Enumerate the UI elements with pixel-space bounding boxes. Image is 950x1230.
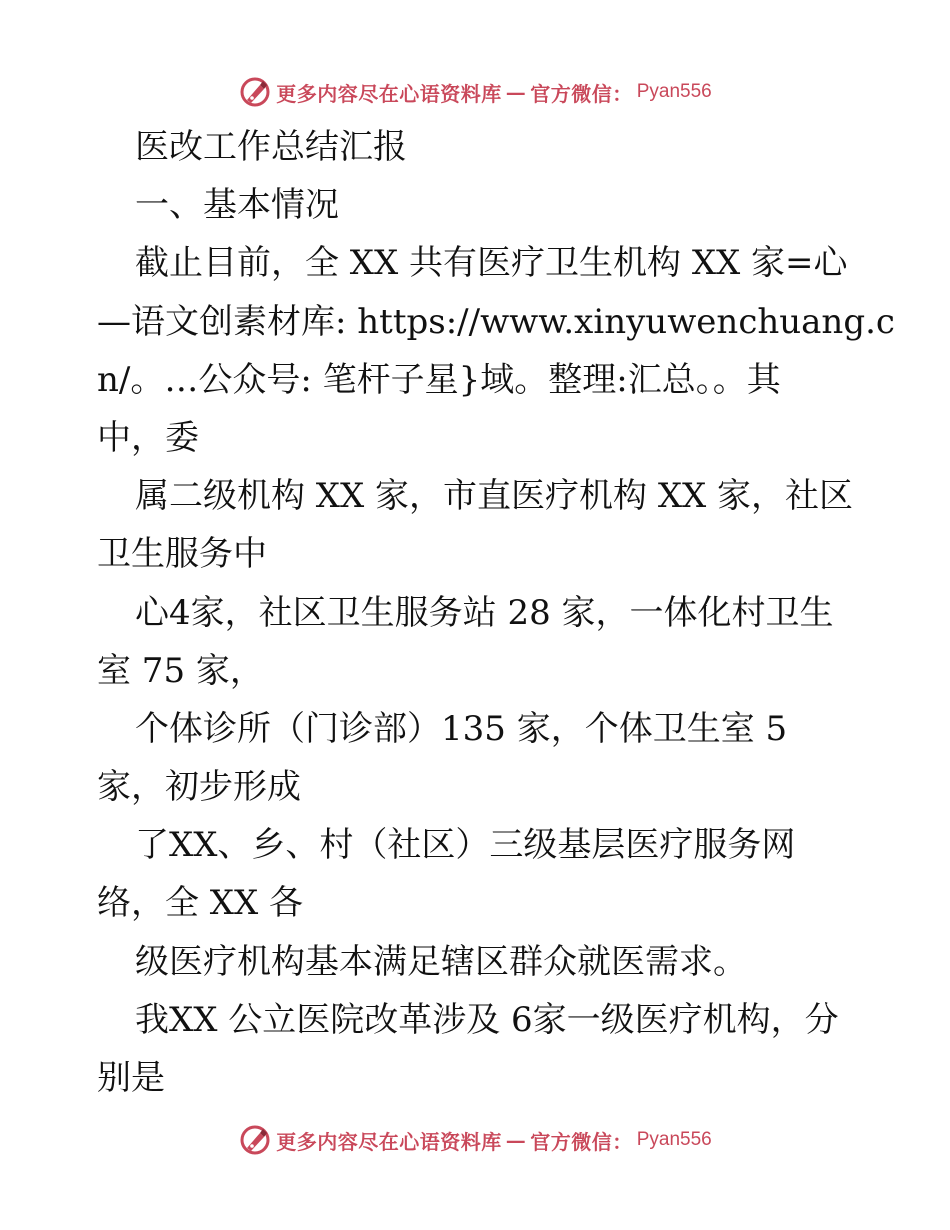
paragraph-line: 中，委	[97, 417, 199, 458]
paragraph-line: 个体诊所（门诊部）135 家，个体卫生室 5	[135, 708, 788, 749]
paragraph-line: 属二级机构 XX 家，市直医疗机构 XX 家，社区	[135, 476, 854, 517]
watermark-id: Pyan556	[636, 81, 712, 102]
paragraph-line: 心4家，社区卫生服务站 28 家，一体化村卫生	[135, 592, 834, 633]
pen-nib-logo-icon	[238, 75, 272, 109]
paragraph-line: 家，初步形成	[97, 767, 301, 808]
paragraph-line: 络，全 XX 各	[97, 883, 304, 924]
watermark-dash: —	[505, 1128, 527, 1152]
paragraph-line: 级医疗机构基本满足辖区群众就医需求。	[135, 941, 747, 982]
watermark-sub-text: 官方微信：	[530, 81, 633, 106]
paragraph-line: —语文创素材库: https://www.xinyuwenchuang.c	[97, 301, 895, 342]
section-heading: 一、基本情况	[135, 185, 339, 226]
paragraph-line: 室 75 家，	[97, 650, 264, 691]
watermark	[238, 1123, 712, 1157]
watermark-main-text: 更多内容尽在心语资料库	[276, 81, 502, 106]
document-title: 医改工作总结汇报	[135, 127, 407, 167]
paragraph-line: 别是	[97, 1058, 165, 1098]
paragraph-line: n/。…公众号: 笔杆子星}域。整理:汇总。。其	[97, 359, 781, 400]
pen-nib-logo-icon	[238, 1123, 272, 1157]
footer-watermark	[0, 1120, 950, 1160]
paragraph-line: 我XX 公立医院改革涉及 6家一级医疗机构，分	[135, 999, 839, 1040]
document-body	[97, 118, 895, 1107]
watermark-main-text: 更多内容尽在心语资料库	[276, 1129, 502, 1154]
paragraph-line: 了XX、乡、村（社区）三级基层医疗服务网	[135, 825, 796, 866]
watermark-sub-text: 官方微信：	[530, 1129, 633, 1154]
header-watermark	[0, 72, 950, 112]
paragraph-line: 卫生服务中	[97, 534, 267, 575]
watermark	[238, 75, 712, 109]
paragraph-line: 截止目前，全 XX 共有医疗卫生机构 XX 家=心	[135, 243, 848, 284]
watermark-dash: —	[505, 80, 527, 104]
watermark-id: Pyan556	[636, 1129, 712, 1150]
